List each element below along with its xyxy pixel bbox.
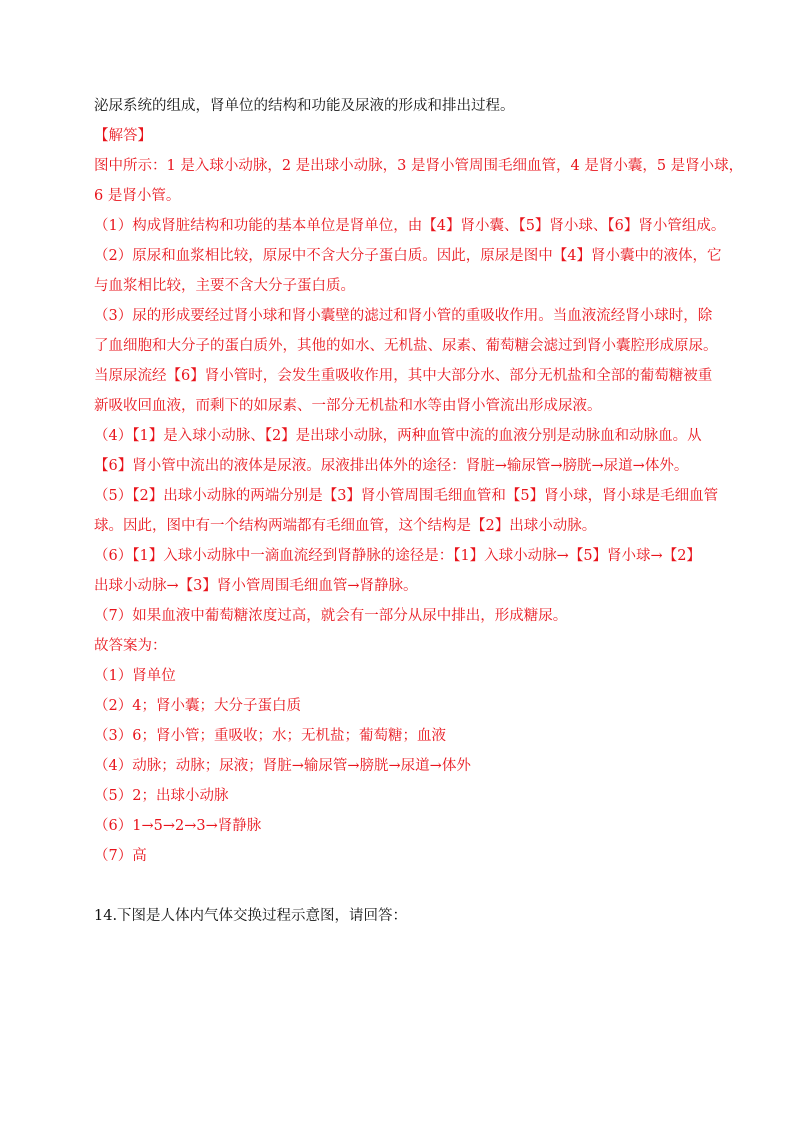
figure-note-line-1: 图中所示：1 是入球小动脉，2 是出球小动脉，3 是肾小管周围毛细血管，4 是肾小囊，5 是肾小球， [94, 158, 744, 174]
solution-3-line-4: 新吸收回血液，而剩下的如尿素、一部分无机盐和水等由肾小管流出形成尿液。 [94, 398, 602, 414]
figure-note-line-2: 6 是肾小管。 [94, 188, 181, 204]
solution-5-line-2: 球。因此，图中有一个结构两端都有毛细血管，这个结构是【2】出球小动脉。 [94, 518, 597, 534]
solution-3-line-2: 了血细胞和大分子的蛋白质外，其他的如水、无机盐、尿素、葡萄糖会滤过到肾小囊腔形成原尿。 [94, 338, 718, 354]
answer-3: （3）6；肾小管；重吸收；水；无机盐；葡萄糖；血液 [94, 728, 446, 744]
document-page [94, 94, 744, 928]
answer-7: （7）高 [94, 848, 147, 864]
intro-line: 泌尿系统的组成，肾单位的结构和功能及尿液的形成和排出过程。 [94, 98, 515, 114]
solution-5-line-1: （5）【2】出球小动脉的两端分别是【3】肾小管周围毛细血管和【5】肾小球，肾小球是毛细血管 [94, 488, 719, 504]
solution-2-line-2: 与血浆相比较，主要不含大分子蛋白质。 [94, 278, 355, 294]
solution-4-line-2: 【6】肾小管中流出的液体是尿液。尿液排出体外的途径：肾脏→输尿管→膀胱→尿道→体外。 [94, 458, 689, 474]
answer-6: （6）1→5→2→3→肾静脉 [94, 818, 262, 834]
question-14: 14.下图是人体内气体交换过程示意图，请回答： [94, 908, 408, 924]
solution-6-line-2: 出球小动脉→【3】肾小管周围毛细血管→肾静脉。 [94, 578, 418, 594]
solution-3-line-3: 当原尿流经【6】肾小管时，会发生重吸收作用，其中大部分水、部分无机盐和全部的葡萄糖被重 [94, 368, 713, 384]
solution-4-line-1: （4）【1】是入球小动脉、【2】是出球小动脉，两种血管中流的血液分别是动脉血和动脉血。从 [94, 428, 702, 444]
answer-4: （4）动脉；动脉；尿液；肾脏→输尿管→膀胱→尿道→体外 [94, 758, 471, 774]
answers-heading: 故答案为： [94, 638, 167, 654]
answer-2: （2）4；肾小囊；大分子蛋白质 [94, 698, 301, 714]
solution-2-line-1: （2）原尿和血浆相比较，原尿中不含大分子蛋白质。因此，原尿是图中【4】肾小囊中的液体，它 [94, 248, 722, 264]
solution-1: （1）构成肾脏结构和功能的基本单位是肾单位，由【4】肾小囊、【5】肾小球、【6】肾小管组成。 [94, 218, 726, 234]
solution-7: （7）如果血液中葡萄糖浓度过高，就会有一部分从尿中排出，形成糖尿。 [94, 608, 568, 624]
solution-6-line-1: （6）【1】入球小动脉中一滴血流经到肾静脉的途径是：【1】入球小动脉→【5】肾小球→【2】 [94, 548, 701, 564]
answer-heading: 【解答】 [94, 128, 152, 144]
answer-1: （1）肾单位 [94, 668, 176, 684]
solution-3-line-1: （3）尿的形成要经过肾小球和肾小囊壁的滤过和肾小管的重吸收作用。当血液流经肾小球时，除 [94, 308, 713, 324]
answer-5: （5）2；出球小动脉 [94, 788, 229, 804]
